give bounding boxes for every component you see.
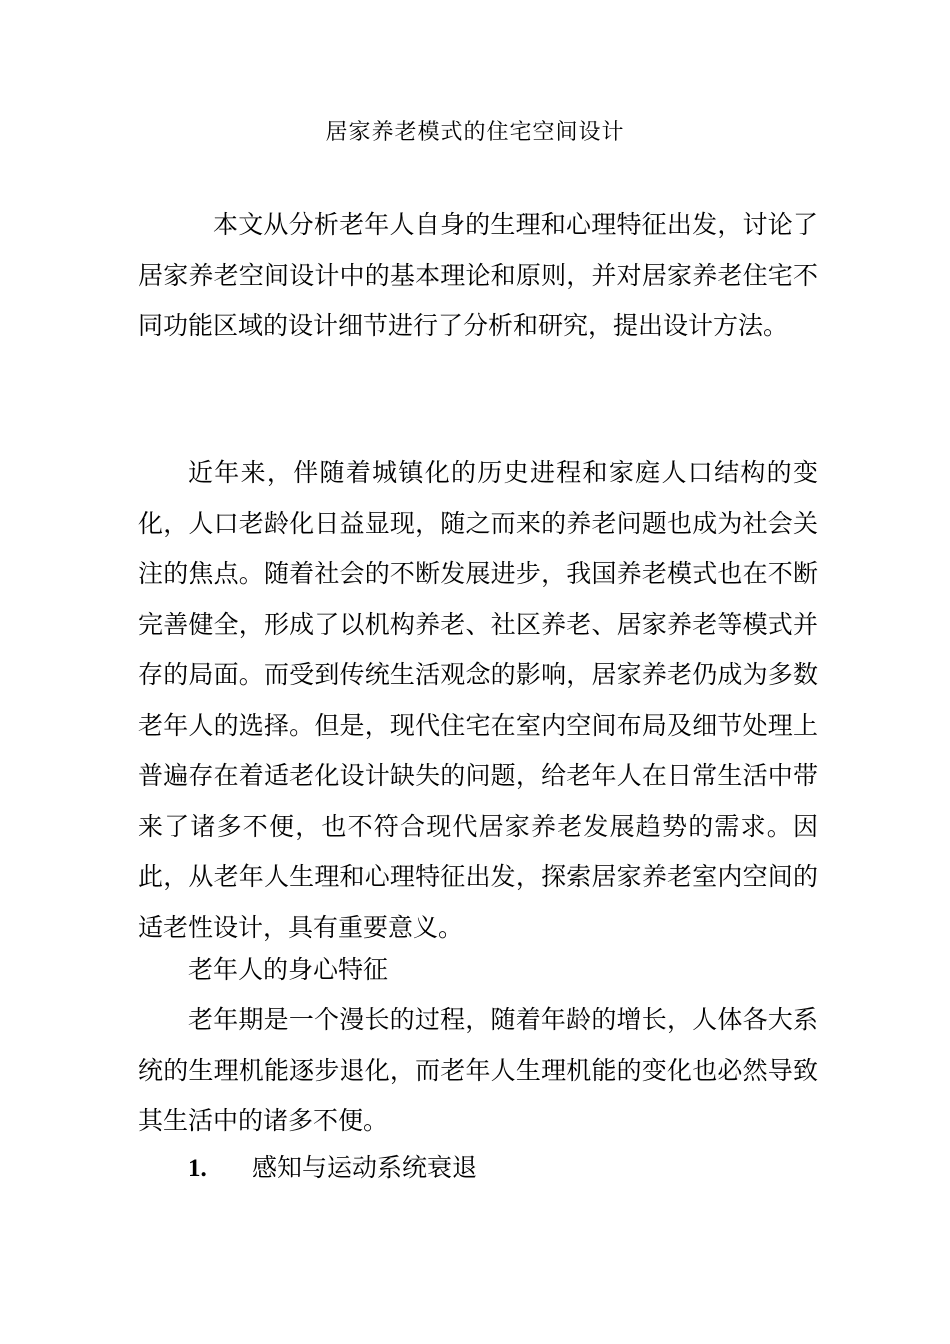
document-title: 居家养老模式的住宅空间设计 — [325, 120, 625, 145]
intro-paragraph: 近年来，伴随着城镇化的历史进程和家庭人口结构的变化，人口老龄化日益显现，随之而来的养老问题也成为社会关注的焦点。随着社会的不断发展进步，我国养老模式也在不断完善健全，形成了以机构养老、社区养老、居家养老等模式并存的局面。而受到传统生活观念的影响，居家养老仍成为多数老年人的选择。但是，现代住宅在室内空间布局及细节处理上普遍存在着适老化设计缺失的问题，给老年人在日常生活中带来了诸多不便，也不符合现代居家养老发展趋势的需求。因此，从老年人生理和心理特征出发，探索居家养老室内空间的适老性设计，具有重要意义。 — [138, 458, 818, 942]
numbered-list-item — [188, 1143, 477, 1194]
list-item-text: 感知与运动系统衰退 — [252, 1153, 478, 1182]
section-paragraph: 老年期是一个漫长的过程，随着年龄的增长，人体各大系统的生理机能逐步退化，而老年人生理机能的变化也必然导致其生活中的诸多不便。 — [138, 1005, 818, 1135]
list-item-number: 1. — [188, 1155, 207, 1182]
abstract-paragraph: 本文从分析老年人自身的生理和心理特征出发，讨论了居家养老空间设计中的基本理论和原则，并对居家养老住宅不同功能区域的设计细节进行了分析和研究，提出设计方法。 — [138, 210, 818, 340]
section-heading: 老年人的身心特征 — [188, 955, 389, 984]
